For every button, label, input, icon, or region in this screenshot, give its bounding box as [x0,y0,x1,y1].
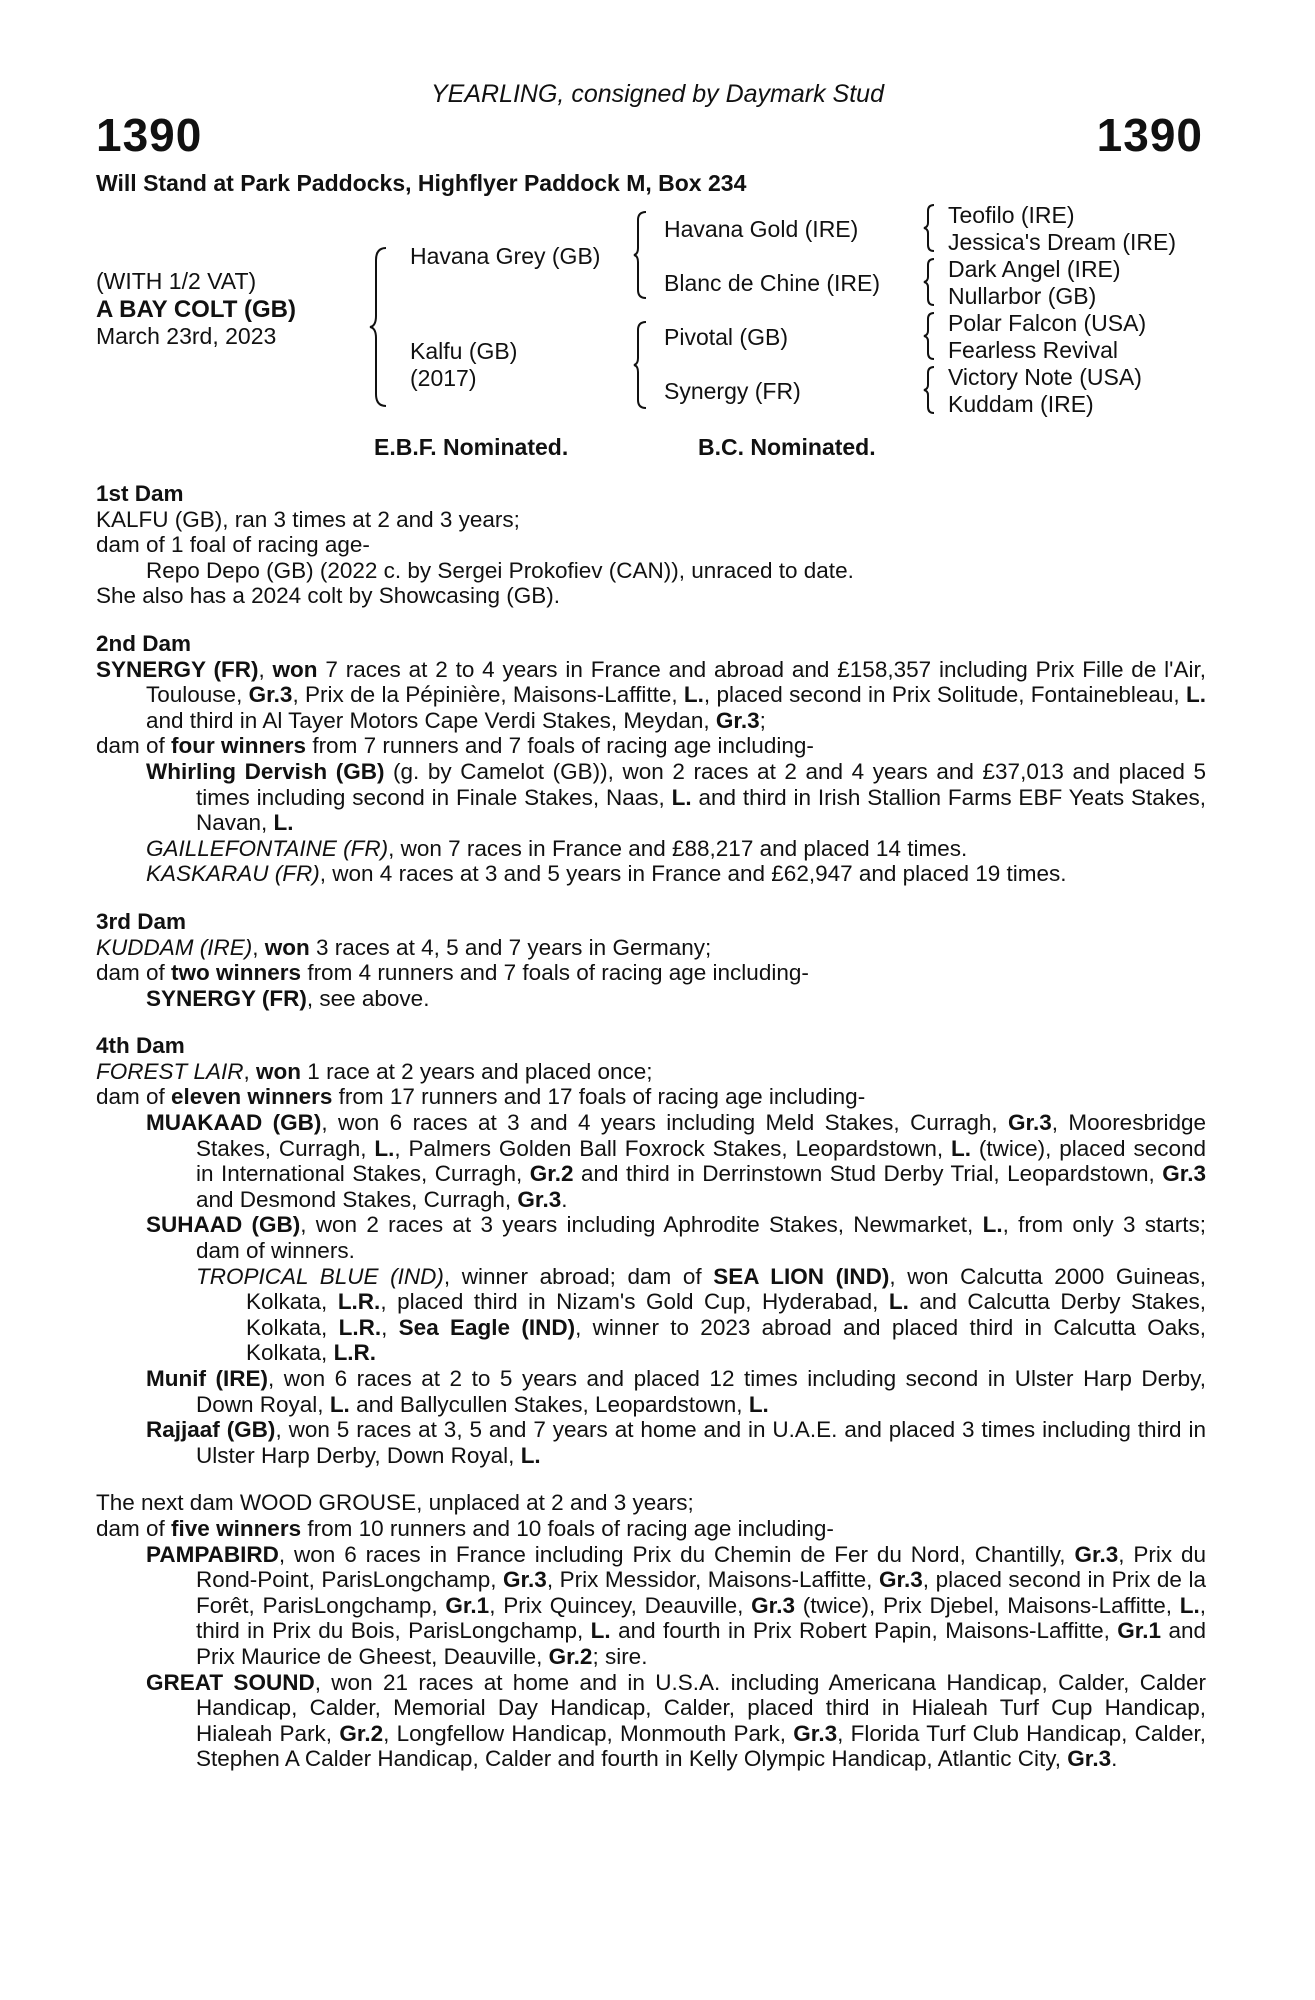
fourth-dam-produce-2: SUHAAD (GB), won 2 races at 3 years including Aphrodite Stakes, Newmarket, L., from only 3 starts; dam of winners. [146,1212,1206,1264]
third-dam-produce-intro: dam of two winners from 4 runners and 7 foals of racing age including- [96,960,809,986]
next-dam-produce-intro: dam of five winners from 10 runners and 10 foals of racing age including- [96,1515,834,1541]
fourth-dam-produce-1: MUAKAAD (GB), won 6 races at 3 and 4 years including Meld Stakes, Curragh, Gr.3, Mooresbridge Stakes, Curragh, L., Palmers Golden Ball Foxrock Stakes, Leopardstown, L. (twice), placed second in International Stakes, Curragh, Gr.2 and third in Derrinstown Stud Derby Trial, Leopardstown, Gr.3 and Desmond Stakes, Curragh, Gr.3. [146,1110,1206,1212]
g4-ancestor-3: Dark Angel (IRE) [948,256,1121,282]
next-dam-produce-2: GREAT SOUND, won 21 races at home and in U.S.A. including Americana Handicap, Calder, Calder Handicap, Calder, Memorial Day Handicap, Calder, placed third in Hialeah Turf Cup Handicap, Hialeah Park, Gr.2, Longfellow Handicap, Monmouth Park, Gr.3, Florida Turf Club Handicap, Calder, Stephen A Calder Handicap, Calder and fourth in Kelly Olympic Handicap, Atlantic City, Gr.3. [146,1669,1206,1772]
fourth-dam-entry: FOREST LAIR, won 1 race at 2 years and placed once; [96,1058,653,1084]
sire-name: Havana Grey (GB) [410,243,601,269]
fourth-dam-produce-intro: dam of eleven winners from 17 runners and 17 foals of racing age including- [96,1084,866,1110]
g4-ancestor-2: Jessica's Dream (IRE) [948,229,1177,255]
first-dam-line-4: She also has a 2024 colt by Showcasing (GB). [96,583,561,609]
second-dam-produce-2: GAILLEFONTAINE (FR), won 7 races in France and £88,217 and placed 14 times. [146,835,968,861]
bc-nomination: B.C. Nominated. [698,434,876,460]
third-dam-heading: 3rd Dam [96,908,187,934]
fourth-dam-produce-4: Rajjaaf (GB), won 5 races at 3, 5 and 7 years at home and in U.A.E. and placed 3 times including third in Ulster Harp Derby, Down Royal, L. [146,1417,1206,1468]
second-dam-heading: 2nd Dam [96,630,192,656]
pedigree-brace-g4-1 [922,203,938,253]
pedigree-brace-g4-4 [922,365,938,415]
next-dam-entry: The next dam WOOD GROUSE, unplaced at 2 and 3 years; [96,1490,694,1516]
pedigree-brace-sire [632,210,652,300]
g4-ancestor-1: Teofilo (IRE) [948,202,1075,228]
g4-ancestor-8: Kuddam (IRE) [948,391,1094,417]
dam-dam-name: Synergy (FR) [664,378,801,404]
dam-sire-name: Pivotal (GB) [664,324,788,350]
stand-location: Will Stand at Park Paddocks, Highflyer Paddock M, Box 234 [96,170,747,196]
fourth-dam-produce-3: Munif (IRE), won 6 races at 2 to 5 years and placed 12 times including second in Ulster Harp Derby, Down Royal, L. and Ballycullen Stakes, Leopardstown, L. [146,1366,1206,1417]
g4-ancestor-6: Fearless Revival [948,337,1118,363]
first-dam-line-1: KALFU (GB), ran 3 times at 2 and 3 years; [96,506,520,532]
sire-dam-name: Blanc de Chine (IRE) [664,270,881,296]
sire-sire-name: Havana Gold (IRE) [664,216,859,242]
second-dam-produce-intro: dam of four winners from 7 runners and 7 foals of racing age including- [96,733,814,759]
lot-number-right: 1390 [1096,109,1203,161]
first-dam-heading: 1st Dam [96,481,184,506]
pedigree-brace-dam [632,320,652,410]
second-dam-produce-3: KASKARAU (FR), won 4 races at 3 and 5 years in France and £62,947 and placed 19 times. [146,861,1067,887]
consignment-line: YEARLING, consigned by Daymark Stud [431,80,884,108]
dam-name: Kalfu (GB) [410,338,518,364]
g4-ancestor-4: Nullarbor (GB) [948,283,1097,309]
fourth-dam-heading: 4th Dam [96,1033,185,1059]
second-dam-entry: SYNERGY (FR), won 7 races at 2 to 4 years in France and abroad and £158,357 including Prix Fille de l'Air, Toulouse, Gr.3, Prix de la Pépinière, Maisons-Laffitte, L., placed second in Prix Solitude, Fontainebleau, L. and third in Al Tayer Motors Cape Verdi Stakes, Meydan, Gr.3; [96,656,1206,733]
vat-note: (WITH 1/2 VAT) [96,268,257,294]
dam-year: (2017) [410,365,477,391]
g4-ancestor-5: Polar Falcon (USA) [948,310,1147,336]
pedigree-brace-g4-3 [922,311,938,361]
pedigree-brace-g4-2 [922,257,938,307]
first-dam-line-2: dam of 1 foal of racing age- [96,532,370,558]
second-dam-produce-1: Whirling Dervish (GB) (g. by Camelot (GB)), won 2 races at 2 and 4 years and £37,013 and placed 5 times including second in Finale Stakes, Naas, L. and third in Irish Stallion Farms EBF Yeats Stakes, Navan, L. [146,758,1206,836]
lot-number-left: 1390 [96,109,203,161]
first-dam-line-3: Repo Depo (GB) (2022 c. by Sergei Prokofiev (CAN)), unraced to date. [146,557,854,583]
third-dam-entry: KUDDAM (IRE), won 3 races at 4, 5 and 7 years in Germany; [96,934,712,960]
foaling-date: March 23rd, 2023 [96,323,277,349]
horse-description: A BAY COLT (GB) [96,296,297,323]
ebf-nomination: E.B.F. Nominated. [374,434,569,460]
catalogue-body [96,481,1206,1772]
next-dam-produce-1: PAMPABIRD, won 6 races in France including Prix du Chemin de Fer du Nord, Chantilly, Gr.3, Prix du Rond-Point, ParisLongchamp, Gr.3, Prix Messidor, Maisons-Laffitte, Gr.3, placed second in Prix de la Forêt, ParisLongchamp, Gr.1, Prix Quincey, Deauville, Gr.3 (twice), Prix Djebel, Maisons-Laffitte, L., third in Prix du Bois, ParisLongchamp, L. and fourth in Prix Robert Papin, Maisons-Laffitte, Gr.1 and Prix Maurice de Gheest, Deauville, Gr.2; sire. [146,1541,1207,1669]
g4-ancestor-7: Victory Note (USA) [948,364,1142,390]
fourth-dam-grandproduce-1: TROPICAL BLUE (IND), winner abroad; dam of SEA LION (IND), won Calcutta 2000 Guineas, Kolkata, L.R., placed third in Nizam's Gold Cup, Hyderabad, L. and Calcutta Derby Stakes, Kolkata, L.R., Sea Eagle (IND), winner to 2023 abroad and placed third in Calcutta Oaks, Kolkata, L.R. [196,1263,1206,1366]
third-dam-produce-1: SYNERGY (FR), see above. [146,985,430,1011]
pedigree-brace-main [368,246,398,408]
